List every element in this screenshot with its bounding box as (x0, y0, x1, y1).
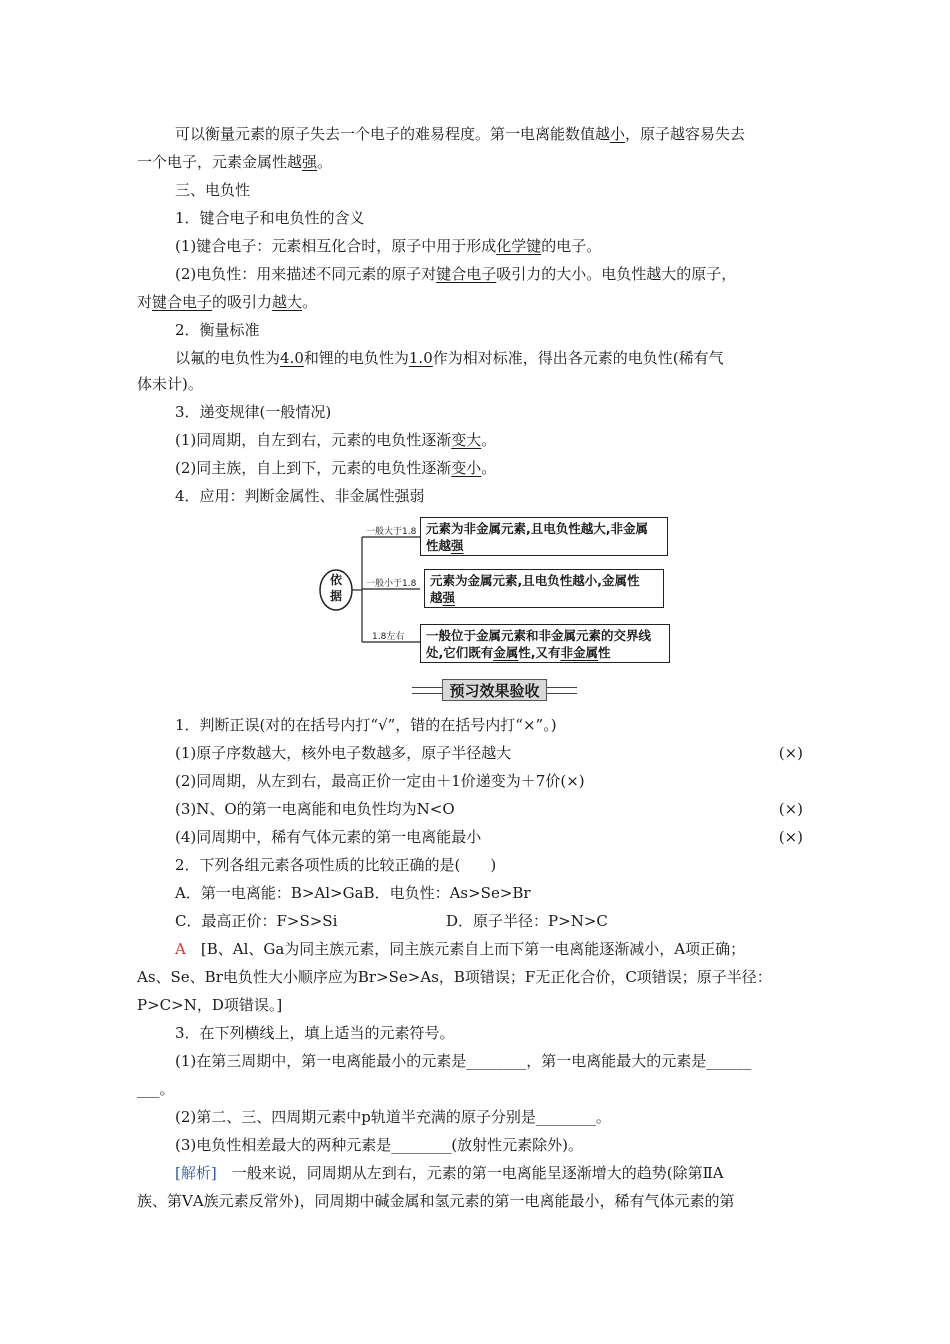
q2-option-c: C．最高正价：F>S>Si (175, 912, 338, 930)
q1-item-1: (1)原子序数越大，核外电子数越多，原子半径越大 (175, 744, 512, 762)
q2-option-d: D．原子半径：P>N>C (446, 912, 608, 930)
diagram-center-label: 依据 (329, 573, 342, 603)
paragraph-bonding-electron: (1)键合电子：元素相互化合时，原子中用于形成化学键的电子。 (175, 237, 602, 255)
box-boundary: 一般位于金属元素和非金属元素的交界线 处,它们既有金属性,又有非金属性 (420, 624, 670, 663)
q2-option-ab: A．第一电离能：B>Al>GaB．电负性：As>Se>Br (175, 884, 531, 902)
q3-item-1: (1)在第三周期中，第一电离能最小的元素是________，第一电离能最大的元素是______ (175, 1052, 752, 1070)
q1-item-2: (2)同周期，从左到右，最高正价一定由＋1价递变为＋7价(×) (175, 772, 585, 790)
rule-period: (1)同周期，自左到右，元素的电负性逐渐变大。 (175, 431, 497, 449)
paragraph-electronegativity-cont: 对键合电子的吸引力越大。 (137, 293, 318, 311)
paragraph-electronegativity: (2)电负性：用来描述不同元素的原子对键合电子吸引力的大小。电负性越大的原子， (175, 265, 737, 283)
subheading-1: 1．键合电子和电负性的含义 (175, 209, 365, 227)
banner-bar-right (547, 687, 577, 694)
q1-item-4-mark: (×) (778, 828, 803, 846)
box-metal: 元素为金属元素,且电负性越小,金属性 越强 (424, 569, 664, 608)
q3-item-1-cont: ___。 (137, 1080, 175, 1098)
section-title: 三、电负性 (175, 181, 251, 199)
q3-analysis-1: [解析] 一般来说，同周期从左到右，元素的第一电离能呈逐渐增大的趋势(除第ⅡA (175, 1164, 724, 1182)
q2-explanation-3: P>C>N，D项错误。] (137, 996, 283, 1014)
q1-item-3-mark: (×) (778, 800, 803, 818)
q1-item-3: (3)N、O的第一电离能和电负性均为N<O (175, 800, 455, 818)
box-nonmetal: 元素为非金属元素,且电负性越大,非金属 性越强 (420, 517, 668, 556)
question-1-title: 1．判断正误(对的在括号内打“√”，错的在括号内打“×”。) (175, 716, 557, 734)
q1-item-1-mark: (×) (778, 744, 803, 762)
q2-explanation-2: As、Se、Br电负性大小顺序应为Br>Se>As，B项错误；F无正化合价，C项错误；原子半径： (137, 968, 772, 986)
branch-label-1: 一般大于1.8 (366, 527, 417, 537)
rule-group: (2)同主族，自上到下，元素的电负性逐渐变小。 (175, 459, 497, 477)
branch-label-2: 一般小于1.8 (366, 579, 417, 589)
paragraph-standard: 以氟的电负性为4.0和锂的电负性为1.0作为相对标准，得出各元素的电负性(稀有气 (175, 349, 724, 367)
intro-line-2: 一个电子，元素金属性越强。 (137, 153, 333, 171)
paragraph-standard-cont: 体未计)。 (137, 375, 203, 393)
q3-item-2: (2)第二、三、四周期元素中p轨道半充满的原子分别是________。 (175, 1108, 611, 1126)
question-3-title: 3．在下列横线上，填上适当的元素符号。 (175, 1024, 455, 1042)
analysis-tag: [解析] (175, 1164, 217, 1182)
banner-title: 预习效果验收 (442, 679, 547, 701)
basis-diagram (316, 512, 676, 668)
branch-label-3: 1.8左右 (372, 632, 405, 642)
q2-answer: A (175, 940, 186, 958)
q3-analysis-2: 族、第ⅤA族元素反常外)，同周期中碱金属和氢元素的第一电离能最小，稀有气体元素的第 (137, 1192, 735, 1210)
subheading-4: 4．应用：判断金属性、非金属性强弱 (175, 487, 425, 505)
subheading-3: 3．递变规律(一般情况) (175, 403, 332, 421)
intro-line-1: 可以衡量元素的原子失去一个电子的难易程度。第一电离能数值越小，原子越容易失去 (175, 125, 746, 143)
subheading-2: 2．衡量标准 (175, 321, 260, 339)
q3-item-3: (3)电负性相差最大的两种元素是________(放射性元素除外)。 (175, 1136, 583, 1154)
q2-explanation-1: A [B、Al、Ga为同主族元素，同主族元素自上而下第一电离能逐渐减小，A项正确； (175, 940, 746, 958)
q1-item-4: (4)同周期中，稀有气体元素的第一电离能最小 (175, 828, 482, 846)
banner-bar-left (412, 687, 442, 694)
section-banner (412, 679, 577, 701)
question-2-title: 2．下列各组元素各项性质的比较正确的是( ) (175, 856, 497, 874)
